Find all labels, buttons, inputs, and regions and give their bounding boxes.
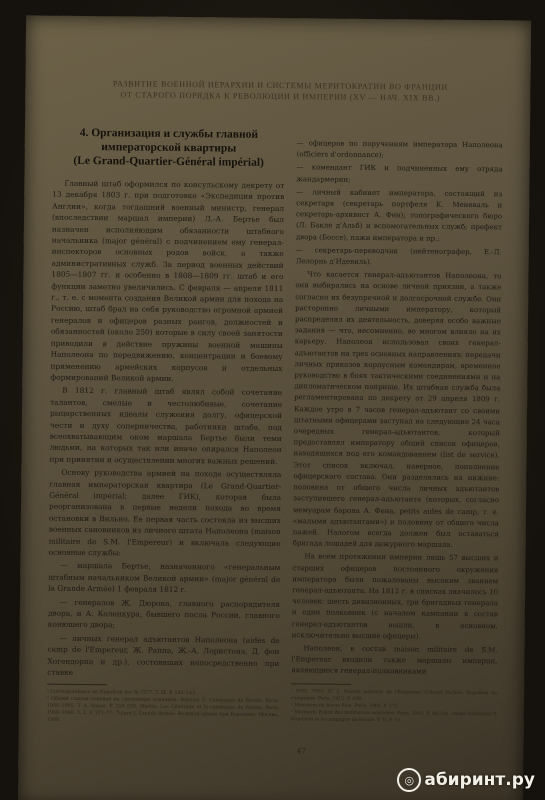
section-title-ru: 4. Организация и службы главной императорской квартиры	[79, 126, 259, 155]
left-paragraph-1: Главный штаб оформился по консульскому декрету от 13 декабря 1803 г. при подготовке «Экспедиции против Англии», когда тогдашний военный министр, генерал (впоследствии маршал империи) Л.-А. Бертье был назначен исполняющим обязанности штабного начальника (major général) с подчинением ему генерал-инспекторов основных родов войск, а также административных служб. За период военных действий 1805—1807 гг. и особенно в 1808—1809 гг. штаб и его функции заметно увеличились. С февраля — апреля 1811 г., т. е. с момента создания Великой армии для похода на Россию, штаб брал на себя руководство огромной армией генералов и офицеров разных рангов, должностей и обязанностей (около 250) которые в силу своей занятости приводили в действие пружины военной машины Наполеона по передвижению, концентрации и боевому применению армейских корпусов и отдельных формирований Великой армии.	[50, 178, 285, 383]
left-paragraph-6: — личных генерал адъютантов Наполеона (aides de camp de l'Empereur, Ж. Раппа, Ж.-А. Лористона, Д. фон Хогендорпа и др.), состоявших непосредственно при ставке	[47, 633, 280, 677]
running-head-line-1: РАЗВИТИЕ ВОЕННОЙ ИЕРАРХИИ И СИСТЕМЫ МЕРИТОКРАТИИ ВО ФРАНЦИИ	[112, 79, 448, 92]
right-footnote-1: ¹ SHD. 7N03. X° 1. Maison militaire de l'Empereur. Colonel Vachée. Napoléon en campagne. Paris, 1913. P. 108.	[290, 688, 498, 702]
right-paragraph-5: Что касается генерал-адъютантов Наполеона, то они выбирались на основе личной приязни, а также согласно их безупречной и долгосрочной службе. Они расторопно личными императору, который распределял их деятельность, доверяя особо важные задания — что, несомненно, во многом влияло на их карьеру. Наполеон использовал своих генерал-адъютантов на трех основных направлениях: передачи личных приказов корпусным командирам, временное руководство в боях тактическими соединениями и на дипломатическом поприще. Их штабная служба была регламентирована по декрету от 29 апреля 1809 г. Каждое утро в 7 часов генерал-адъютант со своими штатными офицерами заступал на следующие 24 часа очередных генерал-адъютантов, который предоставлял императору общий список офицеров, находящихся под его командованием (list de service). Этот список включал, наверное, пополнение офицерского состава. Они разделялись на нижние: половина от общего числа личных адъютантов заступившего генерал-адъютанта (которых, согласно мемуарам барона А. Фена, petits aides de camp, т. е. «малыми адъютантами») и половину от общего числа пажей. Налогом всегда должен был оставаться бригада лошадей для дежурного маршала.	[292, 270, 502, 549]
left-paragraph-4: — маршала Бертье, назначенного «генеральным штабным начальником Великой армии» (major général de la Grande Armée) 1 февраля 1812 г.	[48, 561, 281, 595]
left-column	[47, 126, 285, 727]
page-number: 47	[296, 746, 307, 756]
footnote-rule	[47, 684, 107, 686]
right-column	[291, 138, 503, 725]
right-footnote-3: ³ Marmont. Esprit des institutions militaires. Paris, 1845. P. 48; См. также Schweizer P. Napoleon et la campagne de Russie. T. II. P. 13.	[290, 709, 497, 723]
right-footnote-2: ² Mémoires du baron Fain. Paris, 1908. P. 272.	[290, 702, 399, 709]
left-paragraph-2: В 1812 г. главный штаб являл собой сочетание талантов, смелые и честолюбивые, сочетание рыцарственных идеалы служения долгу, офицерской чести и духу соперничества, работники штаба, под всеохватывающим оком маршала Бертье были теми людьми, на которых так или иначе опирался Наполеон при принятии и осуществлении многих важных решений.	[49, 386, 283, 466]
right-paragraph-1: — офицеров по поручениям императора Наполеона (officiers d'ordonnance);	[296, 139, 503, 160]
footnote-rule	[291, 683, 351, 685]
section-title-fr: (Le Grand-Quartier-Général impérial)	[73, 154, 264, 169]
watermark-text: абиринт.ру	[424, 770, 535, 790]
left-footnote-2: ² Общий список основан на следующих изданиях: Balcony E. Campagne de Russie. Paris, 1900–1905. T. 4. Annex. P. 250–258; Martin. Les Généraux et la campagne de Russie. Paris, 1948–1948. T. 1. P. 371–77; Tulard J. Grande Armée: Великой армии при Бородине. Москва, 1999.	[46, 697, 279, 724]
right-paragraph-6: На всем протяжении империи лишь 57 высших и старших офицеров постоянного окружения императора были пожалованы высоким званием генерал-адъютанта. На 1812 г. в списках значилось 10 человек: шесть дивизионных, три бригадных генерала и один полковник (с началом кампании в состав генерал-адъютантов вошли, в основном, исключительно высшие офицеры).	[291, 552, 499, 641]
right-paragraph-2: — комендант ГИК и подчиненных ему отряда жандармерии;	[296, 163, 503, 184]
left-paragraph-5: — генералов Ж. Дюрока, главного распорядителя двора, и А. Коленкура, бывшего посла России, главного конюшего двора;	[47, 597, 281, 630]
book-page	[18, 15, 531, 800]
right-paragraph-7: Наполеон, в состав maison militaire de S.M. l'Empereur входили также маршалы империи, являющиеся генерал-полковниками	[291, 644, 498, 676]
right-paragraph-3: — личный кабинет императора, состоящий из секретаря (секретарь портфеля К. Меневаль и секретарь-архивист А. Фен); топографического бюро (Л. Бакле д'Альб) и вспомогательных служб; префект двора (Боссе), пажи императора и пр.;	[295, 188, 503, 243]
running-head	[55, 78, 505, 105]
left-paragraph-3: Основу руководства армией на походе осуществляла главная императорская квартира (Le Grand-Quartier-Général impérial; далее ГИК), которая была реорганизована в первые недели похода во время остановки в Вильно. Ее первая часть состояла из высших военных сановников из личного штата Наполеона (maison militaire de S.M. l'Empereur) и включала следующие основные службы:	[48, 467, 282, 558]
section-heading	[53, 126, 285, 170]
running-head-line-2: ОТ СТАРОГО ПОРЯДКА К РЕВОЛЮЦИИ И ИМПЕРИИ (XV — НАЧ. XIX ВВ.)	[120, 90, 441, 103]
labyrinth-logo-icon: ◎	[397, 768, 421, 792]
right-paragraph-4: — секретарь-переводчик (нейтенографер, Е.-Л. Лелорнь д'Идевиль).	[295, 246, 502, 267]
left-footnote-1: ¹ Correspondance de Napoléon Ier. № 7377. T. IX. P. 142–143.	[47, 690, 197, 697]
watermark-logo	[397, 768, 535, 792]
